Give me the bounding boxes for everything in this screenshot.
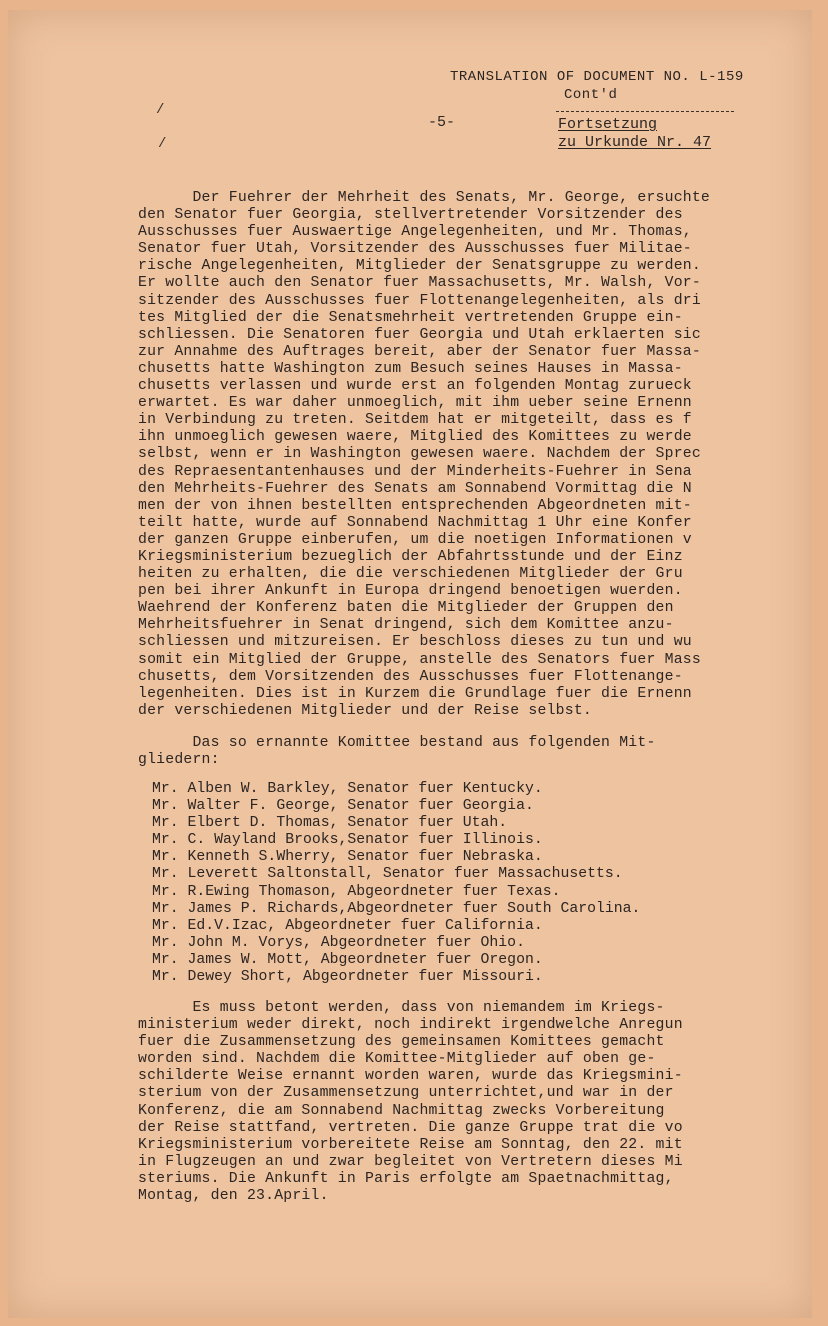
paragraph-fuehrer-mehrheit: Der Fuehrer der Mehrheit des Senats, Mr. George, ersuchte den Senator fuer Georgia, stellvertretender Vorsitzender des Ausschusses fuer Auswaertige Angelegenheiten, und Mr. Thomas, Senator fuer Utah, Vorsitzender des Ausschusses fuer Militae- rische Angelegenheiten, Mitglieder der Senatsgruppe zu werden. Er wollte auch den Senator fuer Massachusetts, Mr. Walsh, Vor- sitzender des Ausschusses fuer Flottenangelegenheiten, als dri tes Mitglied der die Senatsmehrheit vertretenden Gruppe ein- schliessen. Die Senatoren fuer Georgia und Utah erklaerten sic zur Annahme des Auftrages bereit, aber der Senator fuer Massa- chusetts hatte Washington zum Besuch seines Hauses in Massa- chusetts verlassen und wurde erst an folgenden Montag zurueck erwartet. Es war daher unmoeglich, mit ihm ueber seine Ernenn in Verbindung zu treten. Seitdem hat er mitgeteilt, dass es f ihn unmoeglich gewesen waere, Mitglied des Komittees zu werde selbst, wenn er in Washington gewesen waere. Nachdem der Sprec des Repraesentantenhauses und der Minderheits-Fuehrer in Sena den Mehrheits-Fuehrer des Senats am Sonnabend Vormittag die N men der von ihnen bestellten entsprechenden Abgeordneten mit- teilt hatte, wurde auf Sonnabend Nachmittag 1 Uhr eine Konfer der ganzen Gruppe einberufen, um die noetigen Informationen v Kriegsministerium bezueglich der Abfahrtsstunde und der Einz heiten zu erhalten, die die verschiedenen Mitglieder der Gru pen bei ihrer Ankunft in Europa dringend benoetigen wuerden. Waehrend der Konferenz baten die Mitglieder der Gruppen den Mehrheitsfuehrer in Senat dringend, sich dem Komittee anzu- schliessen und mitzureisen. Er beschloss dieses zu tun und wu somit ein Mitglied der Gruppe, anstelle des Senators fuer Mass chusetts, dem Vorsitzenden des Ausschusses fuer Flottenange- legenheiten. Dies ist in Kurzem die Grundlage fuer die Ernenn der verschiedenen Mitglieder und der Reise selbst. <box>138 190 711 719</box>
member-item: Mr. C. Wayland Brooks,Senator fuer Illinois. <box>152 832 543 849</box>
member-item: Mr. James P. Richards,Abgeordneter fuer South Carolina. <box>152 900 641 917</box>
page-number: -5- <box>428 114 456 131</box>
fortsetzung-line-1: Fortsetzung <box>558 116 658 133</box>
member-item: Mr. Kenneth S.Wherry, Senator fuer Nebraska. <box>152 849 543 866</box>
margin-mark: / <box>156 102 165 118</box>
header-divider <box>556 111 734 112</box>
fortsetzung-line-2: zu Urkunde Nr. 47 <box>558 134 712 151</box>
fortsetzung-note <box>558 116 711 152</box>
document-page <box>8 10 812 1318</box>
member-item: Mr. Alben W. Barkley, Senator fuer Kentucky. <box>152 781 543 797</box>
member-item: Mr. John M. Vorys, Abgeordneter fuer Ohio. <box>152 934 525 951</box>
member-item: Mr. R.Ewing Thomason, Abgeordneter fuer Texas. <box>152 883 561 900</box>
continued-label: Cont'd <box>564 87 618 103</box>
member-list <box>152 781 640 986</box>
translation-title: TRANSLATION OF DOCUMENT NO. L-159 <box>450 69 744 85</box>
member-item: Mr. Leverett Saltonstall, Senator fuer Massachusetts. <box>152 866 623 883</box>
paragraph-komittee-intro: Das so ernannte Komittee bestand aus folgenden Mit- gliedern: <box>138 735 656 769</box>
member-item: Mr. James W. Mott, Abgeordneter fuer Oregon. <box>152 951 543 968</box>
member-item: Mr. Elbert D. Thomas, Senator fuer Utah. <box>152 815 508 832</box>
paragraph-kriegsministerium: Es muss betont werden, dass von niemandem im Kriegs- ministerium weder direkt, noch indirekt irgendwelche Anregun fuer die Zusammensetzung des gemeinsamen Komittees gemacht worden sind. Nachdem die Komittee-Mitglieder auf oben ge- schilderte Weise ernannt worden waren, wurde das Kriegsmini- sterium von der Zusammensetzung unterrichtet,und war in der Konferenz, die am Sonnabend Nachmittag zwecks Vorbereitung der Reise stattfand, vertreten. Die ganze Gruppe trat die vo Kriegsministerium vorbereitete Reise am Sonntag, den 22. mit in Flugzeugen an und zwar begleitet von Vertretern dieses Mi steriums. Die Ankunft in Paris erfolgte am Spaetnachmittag, Montag, den 23.April. <box>138 1000 683 1205</box>
margin-mark: / <box>158 136 167 152</box>
member-item: Mr. Dewey Short, Abgeordneter fuer Missouri. <box>152 969 543 986</box>
member-item: Mr. Ed.V.Izac, Abgeordneter fuer California. <box>152 917 543 934</box>
document-header <box>450 68 744 104</box>
member-item: Mr. Walter F. George, Senator fuer Georgia. <box>152 798 534 815</box>
